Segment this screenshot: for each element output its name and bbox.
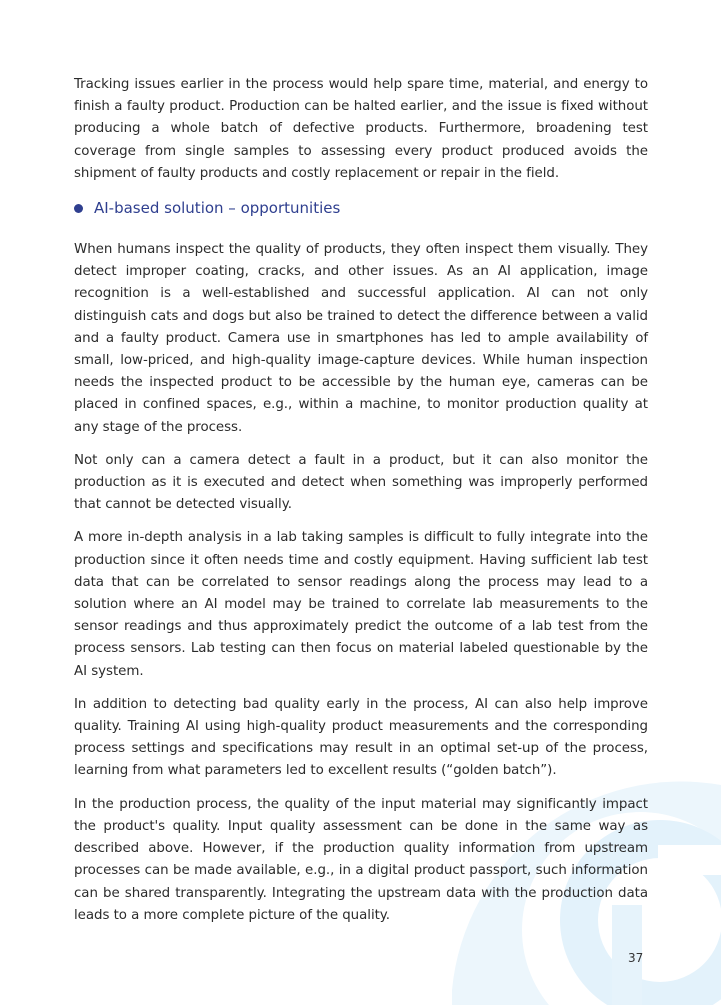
body-paragraph: A more in-depth analysis in a lab taking samples is difficult to fully integrate into the production since it often needs time and costly equipment. Having sufficient lab test data that can be correlated to sensor readings along the process may lead to a solution where an AI model may be trained to correlate lab measurements to the sensor readings and thus approximately predict the outcome of a lab test from the process sensors. Lab testing can then focus on material labeled questionable by the AI system. bbox=[74, 530, 648, 679]
body-paragraph: When humans inspect the quality of products, they often inspect them visually. They detect improper coating, cracks, and other issues. As an AI application, image recognition is a well-established and successful application. AI can not only distinguish cats and dogs but also be trained to detect the difference between a valid and a faulty product. Camera use in smartphones has led to ample availability of small, low-priced, and high-quality image-capture devices. While human inspection needs the inspected product to be accessible by the human eye, cameras can be placed in confined spaces, e.g., within a machine, to monitor production quality at any stage of the process. bbox=[74, 242, 648, 435]
section-heading bbox=[74, 197, 648, 219]
page-content bbox=[74, 74, 648, 938]
section-heading-text: AI-based solution – opportunities bbox=[94, 199, 341, 218]
intro-paragraph: Tracking issues earlier in the process would help spare time, material, and energy to finish a faulty product. Production can be halted earlier, and the issue is fixed without producing a whole batch of defective products. Furthermore, broadening test coverage from single samples to assessing every product produced avoids the shipment of faulty products and costly replacement or repair in the field. bbox=[74, 77, 648, 181]
body-paragraph: In the production process, the quality of the input material may significantly impact the product's quality. Input quality assessment can be done in the same way as described above. However, if the production quality information from upstream processes can be made available, e.g., in a digital product passport, such information can be shared transparently. Integrating the upstream data with the production data leads to a more complete picture of the quality. bbox=[74, 796, 648, 923]
body-paragraph: In addition to detecting bad quality early in the process, AI can also help improve quality. Training AI using high-quality product measurements and the corresponding process settings and specifications may result in an optimal set-up of the process, learning from what parameters led to excellent results (“golden batch”). bbox=[74, 696, 648, 779]
bullet-icon bbox=[74, 204, 83, 213]
page-number: 37 bbox=[628, 951, 644, 965]
body-paragraph: Not only can a camera detect a fault in a product, but it can also monitor the production as it is executed and detect when something was improperly performed that cannot be detected visually. bbox=[74, 452, 648, 513]
